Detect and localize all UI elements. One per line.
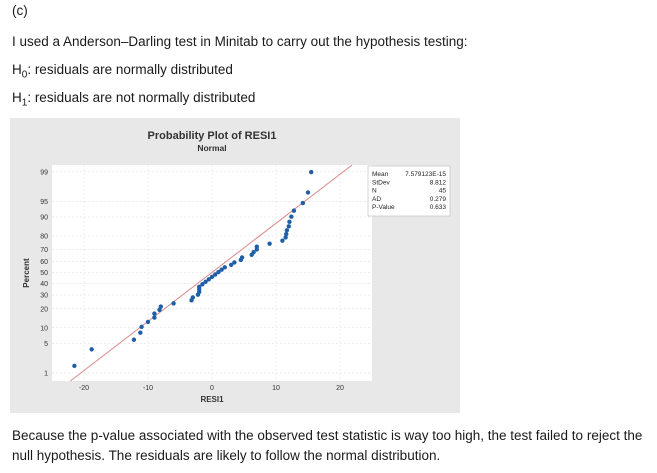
data-point	[152, 311, 156, 315]
data-point	[267, 242, 271, 246]
legend-value: 7.579123E-15	[405, 171, 446, 178]
y-tick-label: 50	[40, 269, 48, 277]
y-tick-label: 70	[40, 247, 48, 255]
y-tick-label: 5	[44, 341, 48, 349]
y-tick-label: 1	[44, 370, 48, 378]
legend-value: 45	[438, 187, 446, 195]
data-point	[306, 190, 310, 194]
x-tick-label: 20	[336, 385, 344, 392]
intro-text: I used a Anderson–Darling test in Minitab to carry out the hypothesis testing:	[12, 34, 468, 49]
data-point	[280, 238, 284, 242]
data-point	[191, 295, 195, 299]
data-point	[152, 315, 156, 319]
alternative-hypothesis	[12, 90, 255, 109]
y-tick-labels	[40, 169, 48, 377]
data-point	[72, 364, 76, 368]
data-point	[171, 301, 175, 305]
legend-label: StDev	[372, 179, 390, 187]
x-tick-label: 0	[210, 385, 214, 392]
data-point	[309, 170, 313, 174]
null-hypothesis	[12, 62, 233, 81]
data-point	[132, 338, 136, 342]
data-point	[89, 347, 93, 351]
chart-subtitle: Normal	[197, 143, 227, 153]
x-tick-label: -10	[142, 385, 154, 392]
legend-label: N	[372, 187, 377, 195]
part-label: (c)	[12, 3, 28, 18]
x-axis-label: RESI1	[200, 395, 224, 404]
y-tick-label: 20	[40, 306, 48, 314]
data-point	[240, 255, 244, 259]
data-point	[223, 265, 227, 269]
h1-prefix: H	[12, 90, 22, 105]
y-tick-label: 99	[40, 169, 48, 177]
data-point	[139, 325, 143, 329]
y-tick-label: 95	[40, 198, 48, 206]
legend-value: 0.633	[429, 204, 446, 212]
h0-subscript: 0	[21, 69, 28, 81]
x-tick-label: 10	[272, 385, 280, 392]
y-tick-label: 40	[40, 280, 48, 288]
y-axis-label: Percent	[22, 258, 31, 288]
x-tick-labels	[79, 385, 344, 392]
h1-text: : residuals are not normally distributed	[27, 90, 256, 105]
h0-prefix: H	[12, 62, 22, 77]
conclusion-text: Because the p-value associated with the observed test statistic is way too high, the test failed to reject the null hypothesis. The residuals are likely to follow the normal distribution.	[12, 428, 643, 463]
h0-text: : residuals are normally distributed	[27, 62, 233, 77]
data-point	[301, 201, 305, 205]
y-tick-label: 10	[40, 325, 48, 333]
y-tick-label: 30	[40, 292, 48, 300]
h1-subscript: 1	[21, 97, 28, 109]
legend-label: Mean	[372, 171, 389, 178]
probability-plot	[10, 118, 460, 413]
data-point	[284, 232, 288, 236]
data-point	[287, 220, 291, 224]
legend-label: P-Value	[372, 204, 395, 212]
data-point	[232, 260, 236, 264]
data-point	[146, 320, 150, 324]
data-point	[292, 208, 296, 212]
data-point	[159, 304, 163, 308]
y-tick-label: 80	[40, 233, 48, 241]
probability-plot-figure	[10, 118, 460, 413]
chart-title: Probability Plot of RESI1	[147, 130, 277, 142]
data-point	[289, 214, 293, 218]
legend-value: 8.812	[429, 179, 446, 187]
x-tick-label: -20	[78, 385, 90, 392]
data-point	[255, 244, 259, 248]
y-tick-label: 60	[40, 258, 48, 266]
data-point	[287, 224, 291, 228]
y-tick-label: 90	[40, 214, 48, 222]
legend-label: AD	[372, 195, 382, 203]
legend-value: 0.279	[429, 195, 446, 203]
data-point	[285, 228, 289, 232]
data-point	[138, 330, 142, 334]
